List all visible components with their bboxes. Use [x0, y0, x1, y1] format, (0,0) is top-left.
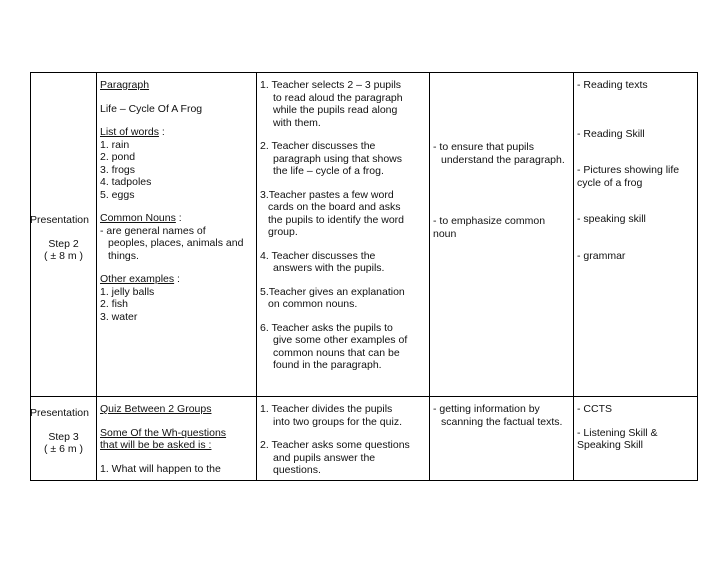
rationale-text: understand the paragraph. [441, 153, 565, 166]
activities-cell [257, 73, 430, 397]
activity-step: the pupils to identify the word [268, 213, 404, 226]
examples-heading: Other examples [100, 273, 175, 285]
nouns-colon: : [175, 212, 182, 224]
list-item: 5. eggs [100, 188, 135, 201]
list-item: 2. fish [100, 298, 129, 310]
nouns-definition: peoples, places, animals and [108, 237, 244, 249]
activity-step: common nouns that can be [273, 346, 400, 359]
activity-step: and pupils answer the [273, 451, 376, 464]
activity-step: the life – cycle of a frog. [273, 165, 384, 177]
nouns-heading: Common Nouns [100, 212, 176, 224]
activity-step: answers with the pupils. [273, 262, 385, 274]
stage-cell [31, 397, 97, 481]
stage-time: ( ± 6 m ) [43, 443, 83, 455]
rationale-text: scanning the factual texts. [441, 415, 563, 428]
lesson-plan-table [30, 72, 698, 481]
note-text: cycle of a frog [577, 176, 643, 189]
note-text: - Pictures showing life [577, 164, 680, 176]
examples-colon: : [174, 273, 180, 285]
activity-step: with them. [273, 116, 321, 129]
examples-heading-line [100, 273, 253, 286]
paragraph-title: Life – Cycle Of A Frog [100, 102, 203, 115]
rationale-cell [430, 397, 574, 481]
nouns-definition: things. [108, 249, 139, 262]
list-item: 3. water [100, 310, 138, 323]
nouns-heading-line [100, 212, 253, 225]
activity-step: paragraph using that shows [273, 152, 402, 165]
nouns-definition: - are general names of [100, 224, 206, 237]
notes-cell [574, 397, 698, 481]
activity-step: into two groups for the quiz. [273, 415, 402, 428]
note-text: Speaking Skill [577, 439, 643, 451]
words-heading: List of words [100, 126, 159, 138]
activity-step: 4. Teacher discusses the [260, 249, 376, 262]
note-text: - grammar [577, 249, 626, 262]
list-item: 4. tadpoles [100, 176, 152, 188]
list-item: 2. pond [100, 151, 136, 163]
activity-step: cards on the board and asks [268, 201, 401, 213]
activity-step: 5.Teacher gives an explanation [260, 285, 405, 298]
list-item: 3. frogs [100, 163, 136, 176]
stage-cell [31, 73, 97, 397]
activities-cell [257, 397, 430, 481]
content-cell [97, 397, 257, 481]
table-row [31, 73, 698, 397]
activity-step: to read aloud the paragraph [273, 91, 403, 104]
paragraph-heading: Paragraph [100, 79, 150, 91]
rationale-text: - to emphasize common [433, 215, 546, 227]
activity-step: 2. Teacher discusses the [260, 140, 376, 152]
note-text: - Listening Skill & [577, 426, 658, 439]
rationale-text: - to ensure that pupils [433, 141, 534, 153]
notes-cell [574, 73, 698, 397]
wh-heading: Some Of the Wh-questions [100, 426, 227, 439]
note-text: - speaking skill [577, 213, 646, 225]
rationale-text: - getting information by [433, 403, 540, 415]
activity-step: 2. Teacher asks some questions [260, 439, 410, 451]
list-item: 1. rain [100, 138, 130, 151]
rationale-cell [430, 73, 574, 397]
note-text: - Reading texts [577, 79, 648, 91]
activity-step: 6. Teacher asks the pupils to [260, 321, 393, 334]
activity-step: 1. Teacher selects 2 – 3 pupils [260, 79, 402, 91]
activity-step: found in the paragraph. [273, 359, 382, 371]
quiz-heading: Quiz Between 2 Groups [100, 403, 212, 415]
stage-step: Step 3 [48, 430, 79, 443]
note-text: - Reading Skill [577, 127, 645, 140]
table-row [31, 397, 698, 481]
stage-time: ( ± 8 m ) [43, 250, 83, 262]
stage-label: Presentation [30, 214, 89, 226]
words-colon: : [158, 126, 165, 138]
activity-step: 1. Teacher divides the pupils [260, 403, 393, 415]
list-item: 1. jelly balls [100, 285, 155, 298]
wh-heading: that will be be asked is : [100, 439, 212, 451]
words-heading-line [100, 126, 253, 139]
stage-step: Step 2 [48, 237, 79, 250]
activity-step: questions. [273, 464, 321, 476]
activity-step: give some other examples of [273, 334, 408, 346]
stage-label: Presentation [30, 407, 89, 419]
activity-step: 3.Teacher pastes a few word [260, 188, 394, 201]
note-text: - CCTS [577, 403, 612, 415]
activity-step: on common nouns. [268, 298, 358, 310]
question-item: 1. What will happen to the [100, 462, 221, 475]
activity-step: group. [268, 226, 298, 238]
rationale-text: noun [433, 227, 457, 240]
activity-step: while the pupils read along [273, 104, 398, 116]
content-cell [97, 73, 257, 397]
